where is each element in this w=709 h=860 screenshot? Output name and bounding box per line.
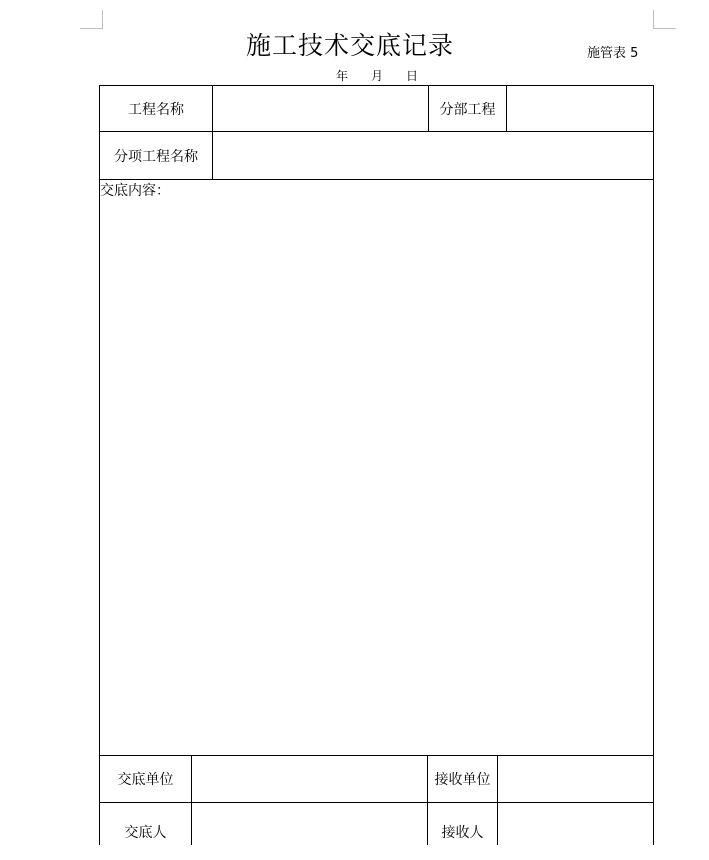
table-row-divider	[99, 179, 654, 180]
content-field[interactable]	[100, 200, 653, 755]
date-line	[336, 67, 418, 84]
document-title: 施工技术交底记录	[245, 31, 454, 60]
receiver-label: 接收人	[441, 824, 484, 841]
division-label: 分部工程	[439, 101, 496, 118]
date-day-label: 日	[406, 69, 419, 83]
handover-unit-label: 交底单位	[117, 772, 174, 788]
receiving-unit-field[interactable]	[498, 756, 653, 802]
content-label: 交底内容：	[100, 183, 170, 199]
receiver-field[interactable]	[498, 803, 653, 844]
project-name-field[interactable]	[213, 86, 428, 131]
date-month-label: 月	[371, 69, 384, 83]
handover-unit-field[interactable]	[192, 756, 427, 802]
handover-person-label: 交底人	[124, 824, 167, 841]
subitem-name-field[interactable]	[213, 132, 653, 179]
subitem-name-label: 分项工程名称	[114, 148, 198, 165]
receiving-unit-label: 接收单位	[434, 772, 491, 788]
division-field[interactable]	[507, 86, 653, 131]
project-name-label: 工程名称	[128, 101, 184, 118]
handover-person-field[interactable]	[192, 803, 427, 844]
page-corner-mark-top-right	[653, 10, 676, 29]
table-border-right	[653, 85, 654, 845]
date-year-label: 年	[336, 69, 349, 83]
page-corner-mark-top-left	[80, 10, 103, 29]
form-number: 施管表 5	[587, 46, 639, 61]
